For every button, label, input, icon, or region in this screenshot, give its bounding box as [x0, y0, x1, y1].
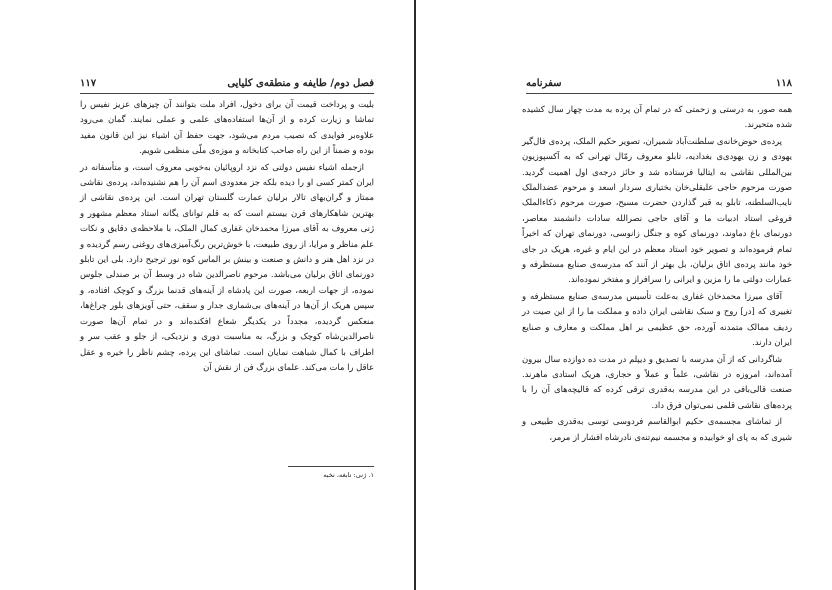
running-title: سفرنامه — [526, 78, 562, 89]
paragraph: پرده‌ی حوض‌خانه‌ی سلطنت‌آباد شمیران، تصویر حکیم الملک، پرده‌ی فال‌گیر یهودی و زن یهودی‌ی بغدادیه، تابلو معروف رمّال تهرانی که به آکسپوزیون بین‌المللی نقاشی به ایتالیا فرستاده شد و حائز درجه‌ی اول اهمیت گردید. صورت مرحوم حاجی علیقلی‌خان بختیاری سردار اسعد و مرحوم عضدالملک نایب‌السلطنه، تابلو به قبر گذاردن حضرت مسیح، صورت مرحوم ذکاءالملک فروغی استاد ادبیات ما و آقای حاجی نصرالله سادات دانشمند معاصر، دورنمای باغ دماوند، دورنمای کوه و جنگل زانوسی، دورنمای تهران که اخیراً تمام فرموده‌اند و تصویر خود استاد معظم در این ایام و غیره، هریک در جای خود مانند پرده‌ی اتاق برلیان، بل بهتر از آنند که مدرسه‌ی صنایع مستظرفه و عمارات دولتی ما را مزین و ایرانی را سرافراز و مفتخر نموده‌اند. — [522, 135, 792, 285]
paragraph: بلیت و پرداخت قیمت آن برای دخول، افراد ملت بتوانند آن چیزهای عزیز نفیس را تماشا و زیارت کرده و از آن‌ها استفاده‌های علمی و عملی نمایند. گمان می‌رود علاوه‌بر فوایدی که نصیب مردم می‌شود، جهت حفظ آن اشیاء نیز این قانون مفید بوده و ضمناً از این راه صاحب کتابخانه و موزه‌ی ملّی منظمی شویم. — [80, 99, 374, 156]
left-page — [0, 0, 414, 590]
paragraph: شاگردانی که از آن مدرسه با تصدیق و دیپلم در مدت ده دوازده سال بیرون آمده‌اند، امروزه در نقاشی، علماً و عملاً و حجاری، هریک استادی ماهرند. صنعت قالی‌بافی در این مدرسه به‌قدری ترقی کرده که قالیچه‌های آن را با پرده‌های نقاشی قلمی نمی‌توان فرق داد. — [522, 353, 792, 410]
page-number: ۱۱۷ — [80, 78, 97, 89]
body-text — [522, 102, 792, 446]
paragraph: ازجمله اشیاء نفیس دولتی که نزد اروپائیان به‌خوبی معروف است، و متأسفانه در ایران کمتر کسی او را دیده بلکه جز معدودی اسم آن را هم نشنیده‌اند، پرده‌ی نقاشی ممتاز و گران‌بهای تالار برلیان عمارت گلستان تهران است. این پرده‌ی نقاشی از بهترین شاهکارهای قرن بیستم است که به قلم توانای یگانه استاد معظم مشهور و ژنی معروف به آقای میرزا محمدخان غفاری کمال الملک، با ملاحظه‌ی دقایق و نکات علم مناظر و مرایا، از روی طبیعت، با خوش‌ترین رنگ‌آمیزی‌های روغنی رسم گردیده و در نزد اهل هنر و دانش و صنعت و بینش بر الماس کوه نور ترجیح دارد. بلی این تابلو دورنمای اتاق برلیان می‌باشد. مرحوم ناصرالدین شاه در وسط آن بر صندلی جلوس نموده، از جهات اربعه، صورت این پادشاه از آینه‌های قدنما بزرگ و کوچک افتاده، و سپس هریک از آن‌ها در آینه‌های بی‌شماری جدار و سقف، حتی آویزهای بلور چراغ‌ها، منعکس گردیده، مجدداً در یکدیگر شعاع افکنده‌اند و در تمام آن‌ها صورت ناصرالدین‌شاه کوچک و بزرگ، به مناسبت دوری و نزدیکی، از جلو و عقب سر و اطراف با کمال شباهت نمایان است. تماشای این پرده، چشم ناظر را خیره و عقل عاقل را مات می‌کند. علمای بزرگ فن از نقش آن — [80, 161, 374, 372]
paragraph: آقای میرزا محمدخان غفاری به‌علت تأسیس مدرسه‌ی صنایع مستظرفه و تغییری که [در] روح و سبک نقاشی ایران داده و مملکت ما را از این صیت در ردیف ممالک متمدنه آورده، حق عظیمی بر اهل مملکت و معارف و صنایع ایران دارند. — [522, 290, 792, 348]
paragraph: همه صور، به درستی و زحمتی که در تمام آن پرده به مدت چهار سال کشیده شده متحیرند. — [522, 104, 792, 130]
running-title: فصل دوم/ طایفه و منطقه‌ی کلیایی — [227, 78, 374, 89]
footnote-rule — [288, 466, 374, 467]
header-rule — [526, 93, 792, 94]
page-number: ۱۱۸ — [775, 78, 792, 89]
right-page — [416, 0, 832, 590]
paragraph: از تماشای مجسمه‌ی حکیم ابوالقاسم فردوسی توسی به‌قدری طبیعی و شیری که به پای او خوابیده و مجسمه نیم‌تنه‌ی نادرشاه افشار از مرمر، — [522, 416, 792, 442]
body-text — [80, 97, 374, 376]
header-rule — [80, 93, 374, 94]
footnote: ۱. ژنی: نابغه، نخبه — [323, 471, 374, 479]
